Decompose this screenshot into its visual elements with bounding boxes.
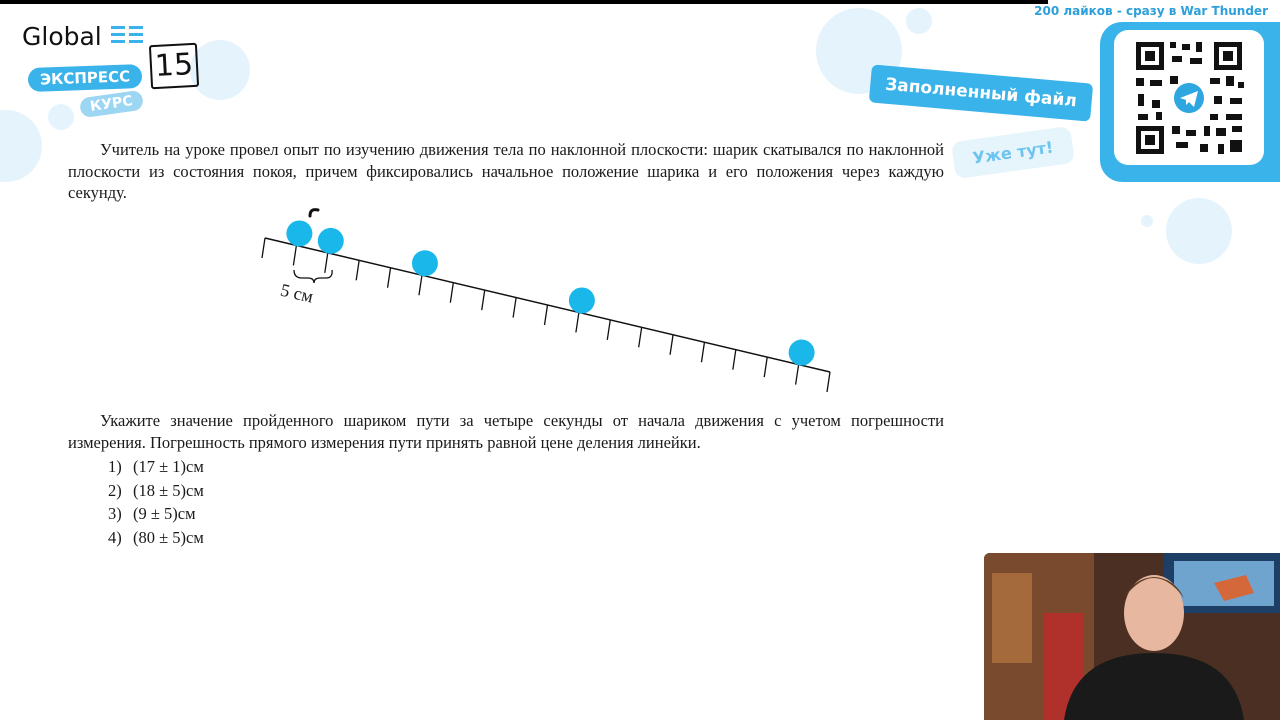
ruler-tick	[513, 298, 516, 318]
ruler-tick	[827, 372, 830, 392]
ruler-tick	[419, 275, 422, 295]
ruler-tick	[670, 335, 673, 355]
ball	[789, 340, 815, 366]
answer-text: (18 ± 5)см	[133, 480, 204, 500]
pen-mark	[310, 210, 318, 216]
ruler-tick	[482, 290, 485, 310]
answer-number: 3)	[108, 504, 122, 523]
filled-file-banner[interactable]: Заполненный файл	[869, 64, 1093, 121]
task-intro: Учитель на уроке провел опыт по изучению движения тела по наклонной плоскости: шарик скатывался по наклонной плоскости из состояния покоя, причем фиксировались начальное положение шарика и его положения через каждую секунду.	[68, 140, 944, 202]
ball	[412, 250, 438, 276]
ruler-tick	[607, 320, 610, 340]
brand-name: Global	[22, 22, 102, 51]
ruler-tick	[356, 260, 359, 280]
answer-option[interactable]	[108, 455, 204, 479]
task-question: Укажите значение пройденного шариком пути за четыре секунды от начала движения с учетом погрешности измерения. Погрешность прямого измерения пути принять равной цене деления линейки.	[68, 411, 944, 452]
ball	[286, 220, 312, 246]
ruler-tick	[796, 365, 799, 385]
answer-text: (17 ± 1)см	[133, 457, 204, 476]
kurs-pill: КУРС	[79, 90, 144, 119]
answer-number: 1)	[108, 457, 122, 476]
webcam-video	[984, 553, 1280, 720]
ruler-tick	[388, 268, 391, 288]
brace	[294, 270, 332, 283]
promo-text: 200 лайков - сразу в War Thunder	[1034, 4, 1268, 18]
ruler-tick	[450, 283, 453, 303]
answer-list	[108, 455, 204, 549]
ruler-tick	[576, 312, 579, 332]
ruler-tick	[701, 342, 704, 362]
answer-option[interactable]	[108, 526, 204, 550]
answer-option[interactable]	[108, 479, 204, 503]
answer-number: 2)	[108, 480, 122, 500]
answer-option[interactable]	[108, 502, 204, 526]
ruler-tick	[545, 305, 548, 325]
answer-text: (9 ± 5)см	[133, 504, 196, 523]
ruler-tick	[325, 253, 328, 273]
already-here-banner: Уже тут!	[951, 126, 1075, 179]
task-number-badge: 15	[149, 43, 199, 89]
incline-line	[265, 238, 830, 372]
answer-number: 4)	[108, 527, 122, 547]
ruler-tick	[293, 245, 296, 265]
ruler-tick	[639, 327, 642, 347]
ruler-tick	[733, 350, 736, 370]
ruler-tick	[262, 238, 265, 258]
ball	[318, 228, 344, 254]
ruler-tick	[764, 357, 767, 377]
express-pill: ЭКСПРЕСС	[28, 64, 143, 92]
scale-label: 5 см	[278, 279, 316, 307]
answer-text: (80 ± 5)см	[133, 527, 204, 547]
ball	[569, 287, 595, 313]
